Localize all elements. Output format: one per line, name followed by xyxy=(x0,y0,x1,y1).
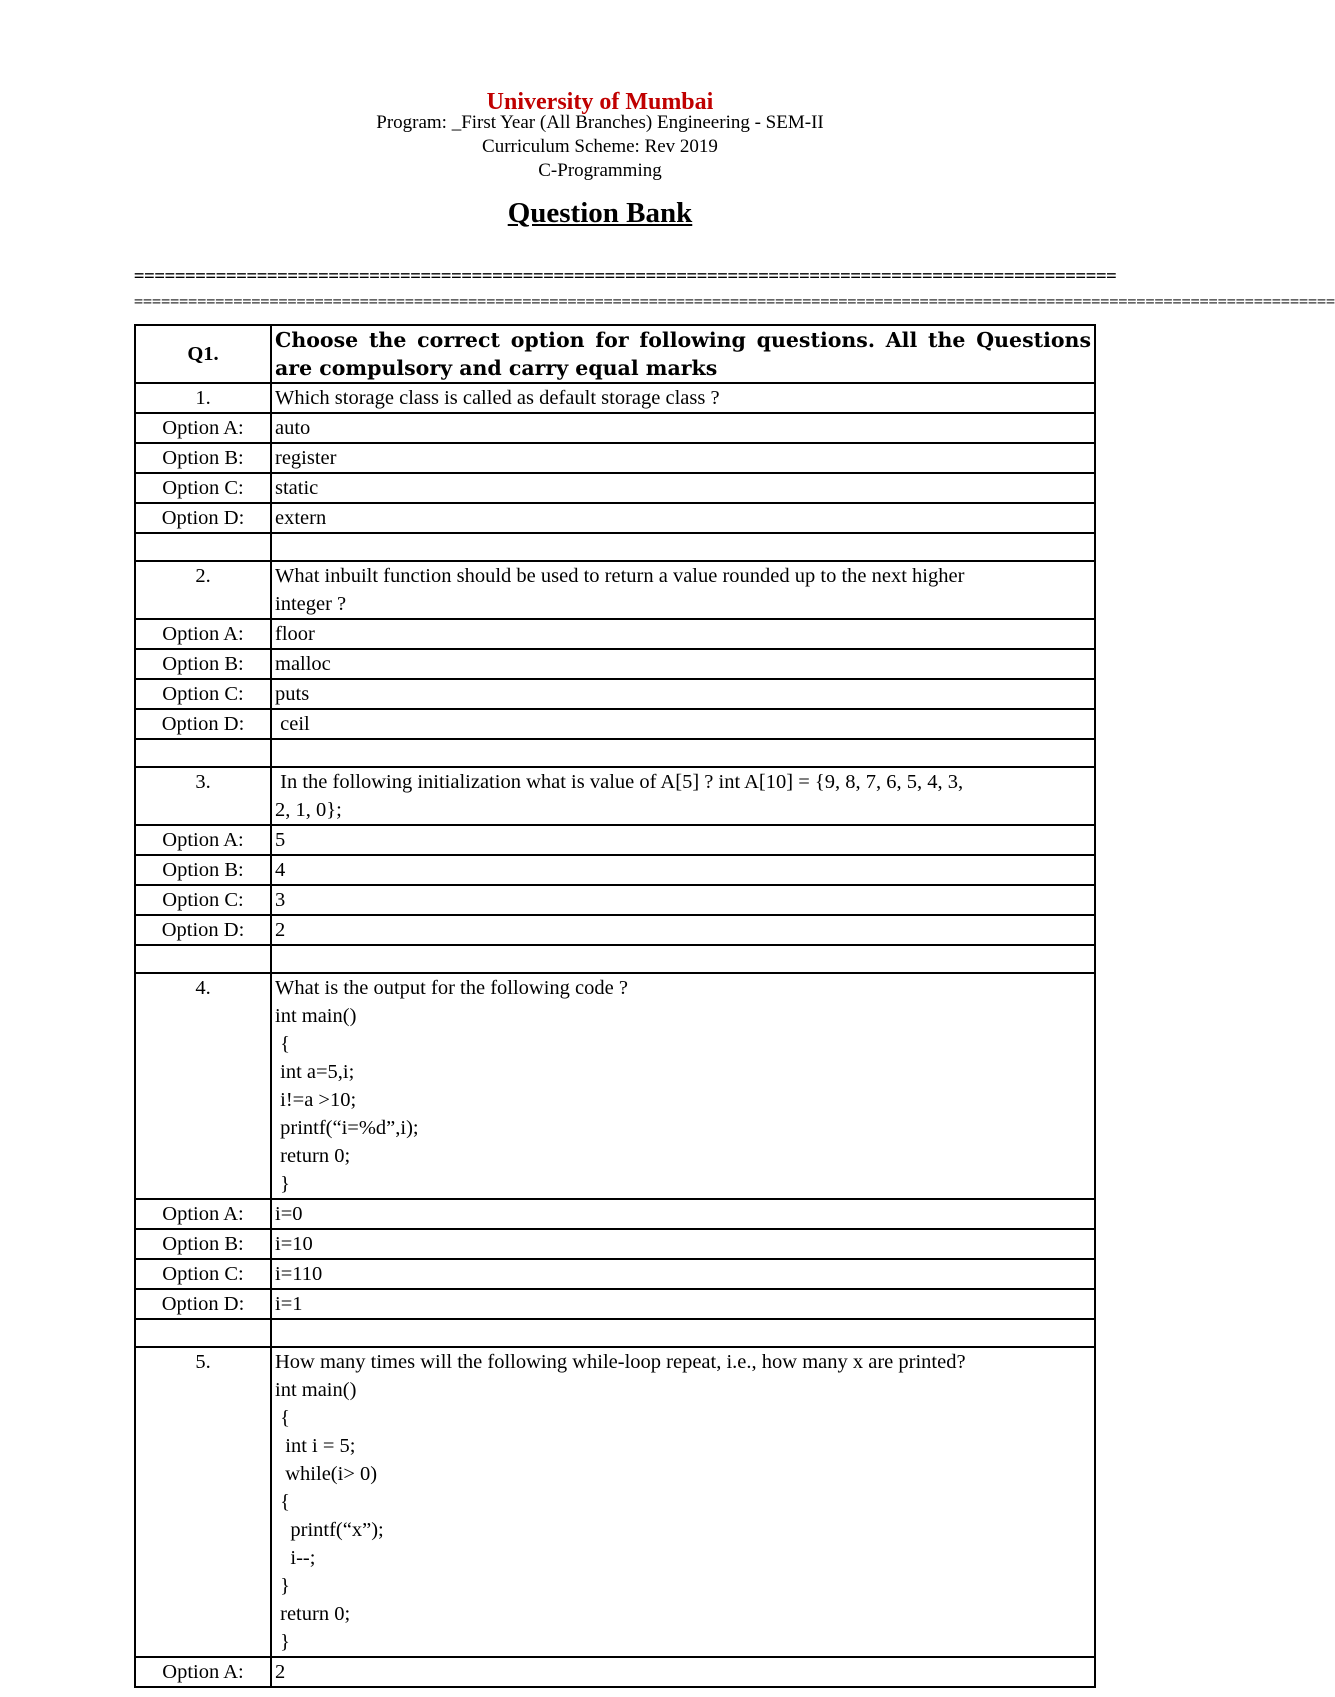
option-text: 2 xyxy=(271,915,1095,945)
question-row xyxy=(135,561,1095,619)
question-text xyxy=(271,1347,1095,1657)
option-label: Option A: xyxy=(135,413,271,443)
option-label: Option B: xyxy=(135,1229,271,1259)
empty-cell xyxy=(135,739,271,767)
question-line: How many times will the following while-loop repeat, i.e., how many x are printed? xyxy=(275,1351,966,1373)
question-line: while(i> 0) xyxy=(275,1463,378,1485)
option-row xyxy=(135,825,1095,855)
table-header-row xyxy=(135,325,1095,383)
question-line: { xyxy=(275,1033,290,1055)
option-text: 4 xyxy=(271,855,1095,885)
question-line: return 0; xyxy=(275,1603,351,1625)
question-text xyxy=(271,973,1095,1199)
option-row xyxy=(135,1229,1095,1259)
option-text: malloc xyxy=(271,649,1095,679)
separator-line-secondary: ===================================================================================================================================== xyxy=(134,292,1335,310)
empty-cell xyxy=(135,1319,271,1347)
option-label: Option B: xyxy=(135,649,271,679)
empty-cell xyxy=(135,533,271,561)
question-number: 3. xyxy=(135,767,271,825)
option-label: Option C: xyxy=(135,1259,271,1289)
separator-line: ================================================================================================ xyxy=(134,266,1117,286)
option-row xyxy=(135,1259,1095,1289)
option-row xyxy=(135,619,1095,649)
question-line: { xyxy=(275,1491,290,1513)
option-label: Option C: xyxy=(135,679,271,709)
question-number: 4. xyxy=(135,973,271,1199)
option-text: puts xyxy=(271,679,1095,709)
question-line: } xyxy=(275,1173,290,1195)
option-row xyxy=(135,473,1095,503)
question-text xyxy=(271,561,1095,619)
question-line: int a=5,i; xyxy=(275,1061,355,1083)
question-line: What is the output for the following code ? xyxy=(275,977,628,999)
subject-line: C-Programming xyxy=(538,160,662,181)
empty-cell xyxy=(271,739,1095,767)
question-line: int main() xyxy=(275,1379,357,1401)
question-row xyxy=(135,767,1095,825)
option-text: 3 xyxy=(271,885,1095,915)
question-line: printf(“i=%d”,i); xyxy=(275,1117,419,1139)
option-row xyxy=(135,885,1095,915)
question-number: 5. xyxy=(135,1347,271,1657)
question-row xyxy=(135,973,1095,1199)
empty-cell xyxy=(271,1319,1095,1347)
option-label: Option A: xyxy=(135,619,271,649)
option-row xyxy=(135,709,1095,739)
spacer-row xyxy=(135,1319,1095,1347)
question-row xyxy=(135,1347,1095,1657)
option-row xyxy=(135,915,1095,945)
option-text: floor xyxy=(271,619,1095,649)
option-label: Option D: xyxy=(135,1289,271,1319)
option-label: Option A: xyxy=(135,1199,271,1229)
option-row xyxy=(135,679,1095,709)
question-line: } xyxy=(275,1631,290,1653)
question-number: 2. xyxy=(135,561,271,619)
option-label: Option D: xyxy=(135,915,271,945)
option-text: i=1 xyxy=(271,1289,1095,1319)
question-line: printf(“x”); xyxy=(275,1519,384,1541)
document-title: Question Bank xyxy=(507,197,693,229)
option-label: Option D: xyxy=(135,709,271,739)
option-label: Option B: xyxy=(135,443,271,473)
question-line: What inbuilt function should be used to return a value rounded up to the next higher xyxy=(275,565,965,587)
option-text: extern xyxy=(271,503,1095,533)
option-row xyxy=(135,443,1095,473)
question-group-label: Q1. xyxy=(135,325,271,383)
option-text: ceil xyxy=(271,709,1095,739)
option-text: 5 xyxy=(271,825,1095,855)
option-label: Option C: xyxy=(135,473,271,503)
option-row xyxy=(135,855,1095,885)
spacer-row xyxy=(135,739,1095,767)
question-line: Which storage class is called as default storage class ? xyxy=(275,387,720,409)
option-text: auto xyxy=(271,413,1095,443)
option-row xyxy=(135,1657,1095,1687)
question-table xyxy=(134,324,1096,1688)
question-number: 1. xyxy=(135,383,271,413)
option-text: i=0 xyxy=(271,1199,1095,1229)
option-row xyxy=(135,649,1095,679)
question-line: In the following initialization what is value of A[5] ? int A[10] = {9, 8, 7, 6, 5, 4, 3, xyxy=(275,771,964,793)
option-text: register xyxy=(271,443,1095,473)
option-label: Option A: xyxy=(135,825,271,855)
question-line: } xyxy=(275,1575,290,1597)
option-row xyxy=(135,413,1095,443)
question-text xyxy=(271,383,1095,413)
option-label: Option D: xyxy=(135,503,271,533)
spacer-row xyxy=(135,533,1095,561)
question-line: int i = 5; xyxy=(275,1435,356,1457)
option-label: Option C: xyxy=(135,885,271,915)
question-line: 2, 1, 0}; xyxy=(275,799,342,821)
option-text: 2 xyxy=(271,1657,1095,1687)
question-line: i!=a >10; xyxy=(275,1089,357,1111)
question-line: int main() xyxy=(275,1005,357,1027)
empty-cell xyxy=(135,945,271,973)
option-row xyxy=(135,503,1095,533)
option-text: i=10 xyxy=(271,1229,1095,1259)
question-line: i--; xyxy=(275,1547,316,1569)
question-line: return 0; xyxy=(275,1145,351,1167)
empty-cell xyxy=(271,533,1095,561)
option-row xyxy=(135,1199,1095,1229)
option-text: static xyxy=(271,473,1095,503)
question-row xyxy=(135,383,1095,413)
option-text: i=110 xyxy=(271,1259,1095,1289)
instructions-text: Choose the correct option for following questions. All the Questions are compulsory and carry equal marks xyxy=(271,325,1095,383)
option-label: Option A: xyxy=(135,1657,271,1687)
university-title: University of Mumbai xyxy=(486,89,714,115)
empty-cell xyxy=(271,945,1095,973)
spacer-row xyxy=(135,945,1095,973)
curriculum-line: Curriculum Scheme: Rev 2019 xyxy=(482,136,718,157)
question-line: integer ? xyxy=(275,593,347,615)
question-line: { xyxy=(275,1407,290,1429)
option-row xyxy=(135,1289,1095,1319)
program-line: Program: _First Year (All Branches) Engineering - SEM-II xyxy=(376,112,824,133)
question-text xyxy=(271,767,1095,825)
option-label: Option B: xyxy=(135,855,271,885)
